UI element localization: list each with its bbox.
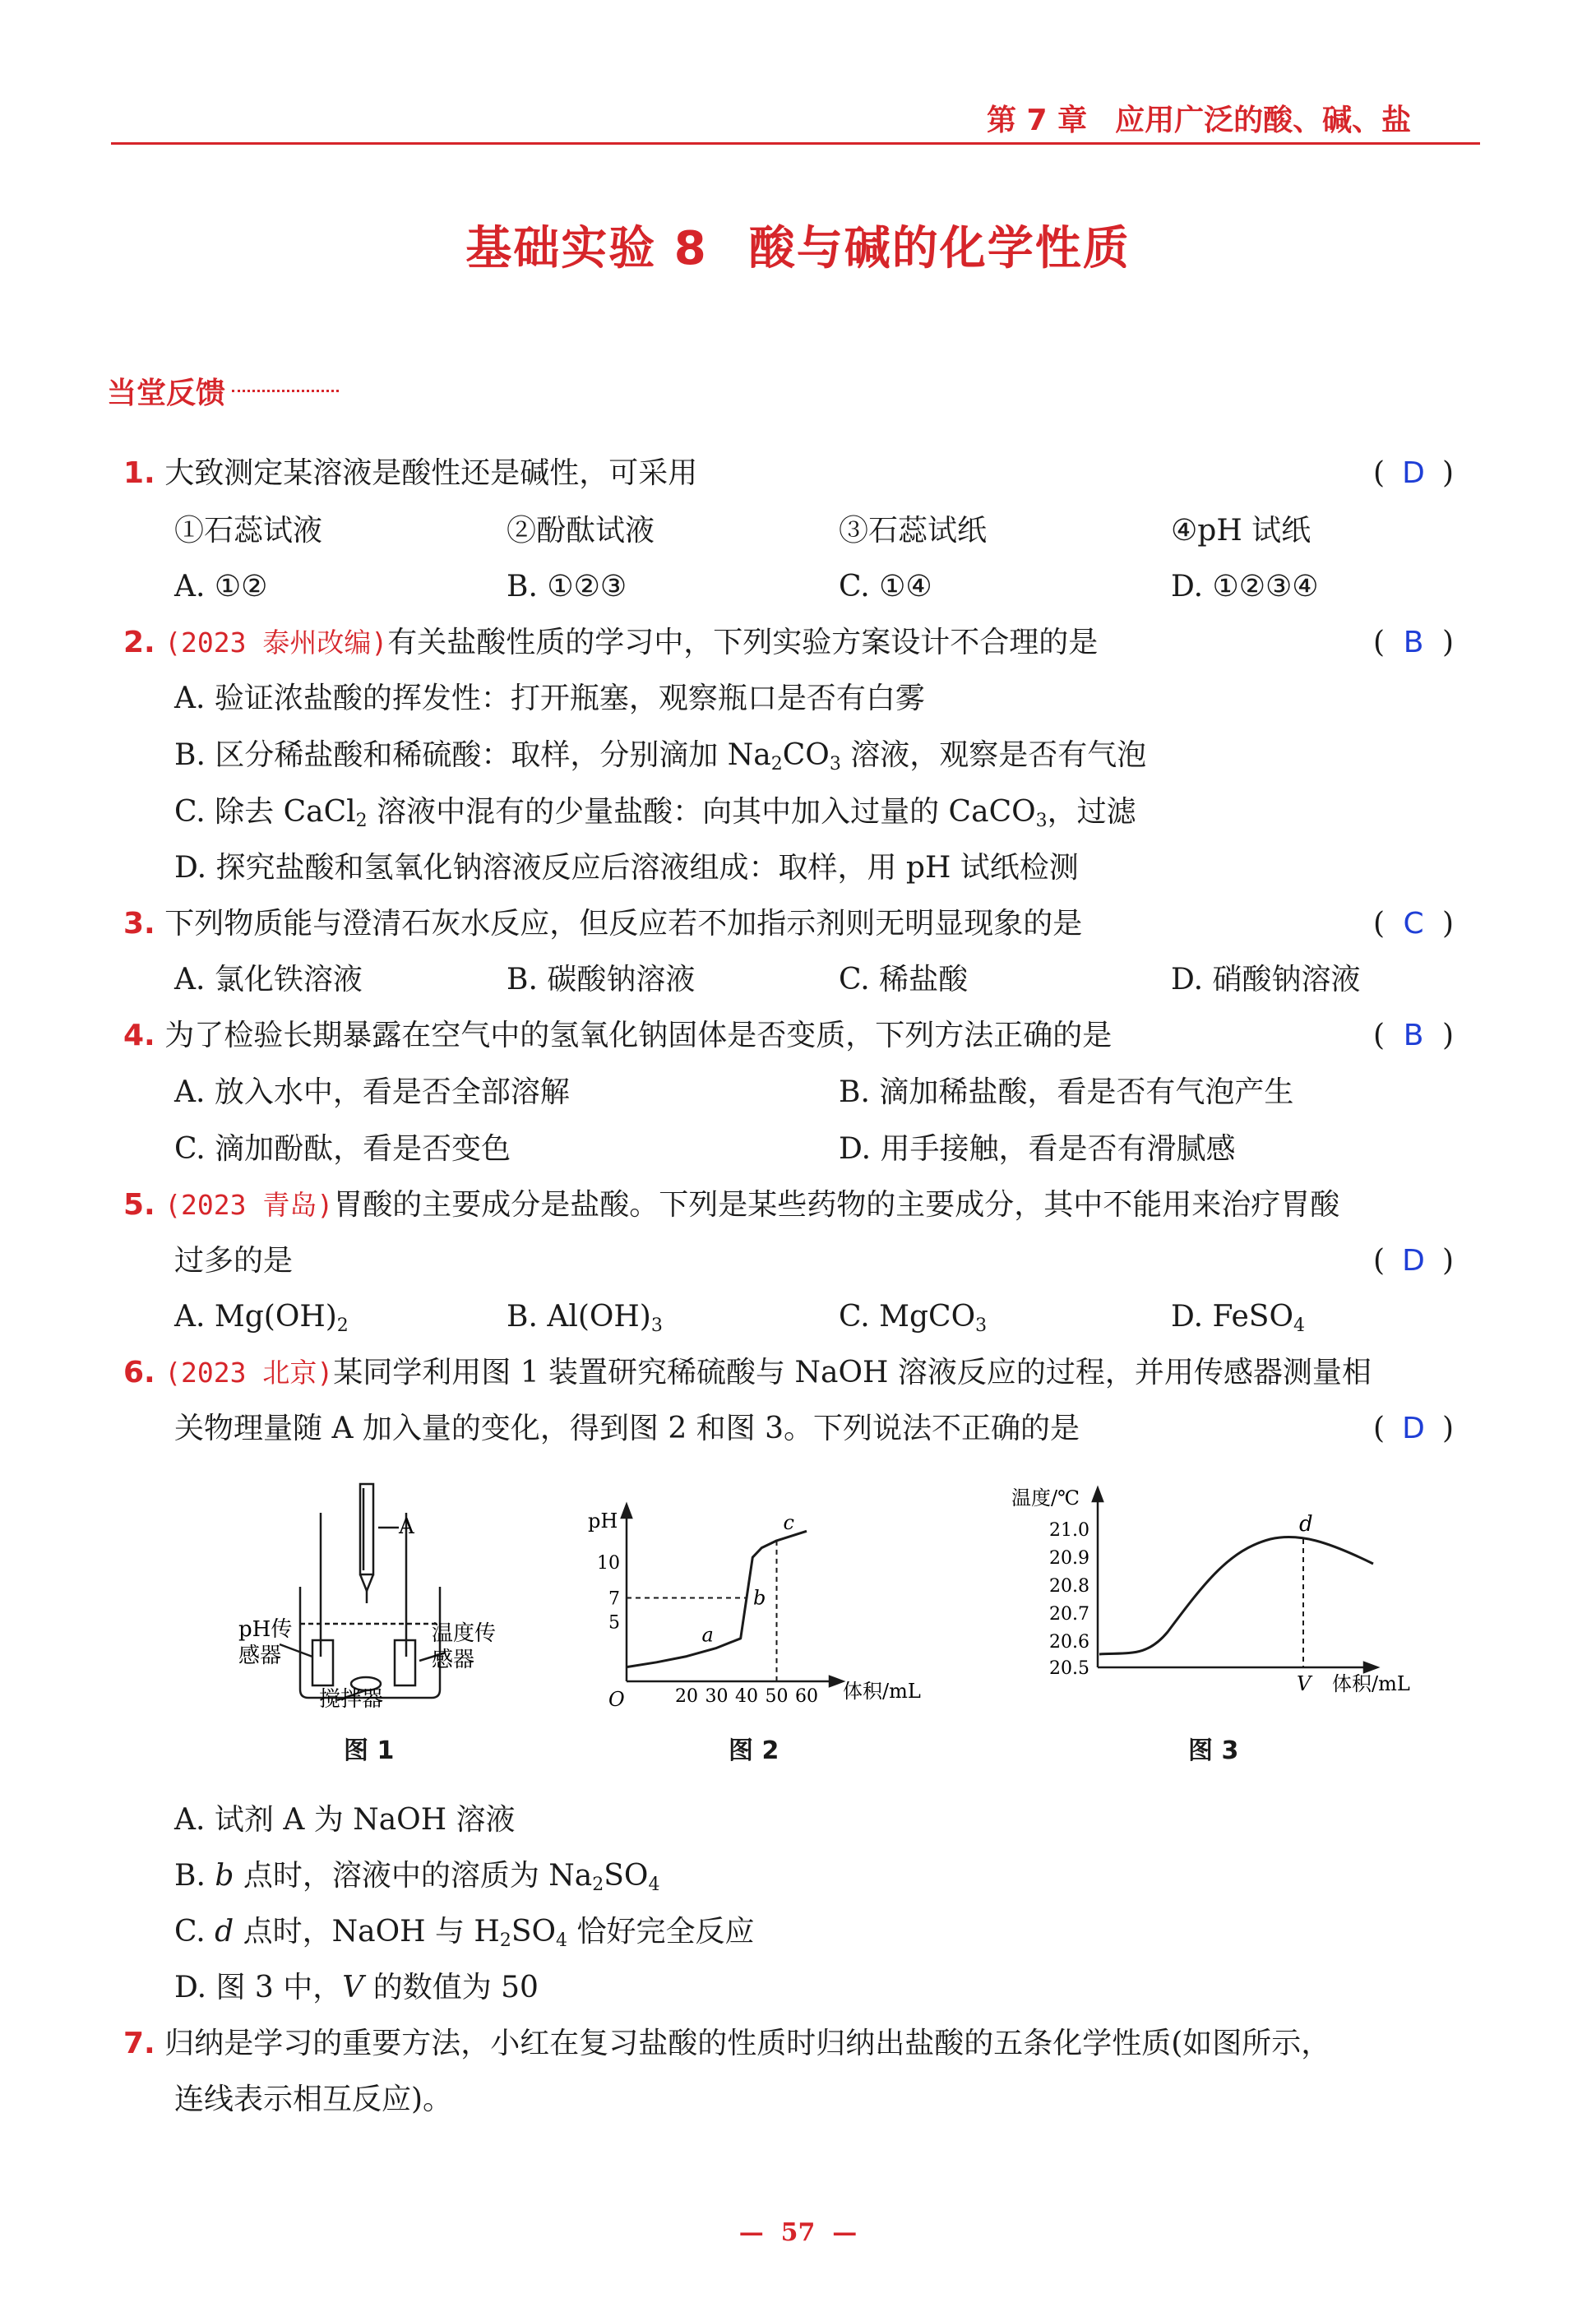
text: 点时，NaOH 与 H (234, 1915, 500, 1949)
question-number: 1. (123, 456, 155, 490)
question-7-line-2: 连线表示相互反应)。 (174, 2083, 453, 2116)
x-tick-40: 40 (735, 1686, 758, 1707)
q6-option-c (174, 1912, 754, 1961)
question-stem: 大致测定某溶液是酸性还是碱性，可采用 (164, 456, 698, 490)
q2-option-a: A. 验证浓盐酸的挥发性：打开瓶塞，观察瓶口是否有白雾 (174, 682, 925, 715)
page-number: — 57 — (738, 2218, 858, 2247)
q2-option-c (174, 793, 1136, 841)
x-axis-arrow (1364, 1662, 1377, 1672)
answer-6: ( D ) (1373, 1409, 1454, 1449)
experiment-label: 基础实验 8 (465, 222, 708, 275)
x-axis-label: 体积/mL (843, 1680, 921, 1703)
text: 点时，溶液中的溶质为 Na (234, 1859, 593, 1893)
chapter-header (987, 97, 1411, 139)
figure-1-apparatus (230, 1480, 526, 1718)
subscript: 3 (1035, 811, 1048, 831)
point-a-label: a (701, 1623, 714, 1647)
subscript: 3 (829, 754, 841, 774)
question-4 (123, 1016, 1112, 1056)
question-7 (123, 2024, 1330, 2064)
q5-option-b (507, 1297, 663, 1346)
q3-option-b: B. 碳酸钠溶液 (507, 963, 696, 996)
y-axis-label: pH (588, 1509, 618, 1533)
question-source: (2023 泰州改编) (164, 626, 388, 659)
subscript: 4 (1293, 1315, 1305, 1336)
y-axis-label: 温度/℃ (1011, 1486, 1080, 1509)
q1-item-2: ②酚酞试液 (507, 514, 655, 548)
subscript: 3 (650, 1315, 663, 1336)
section-heading (107, 370, 339, 412)
q2-option-b (174, 736, 1146, 784)
temp-sensor (395, 1640, 415, 1685)
q5-option-a (174, 1297, 349, 1346)
y-tick-21.0: 21.0 (1049, 1520, 1089, 1541)
text: 溶液，观察是否有气泡 (840, 738, 1147, 772)
y-tick-5: 5 (608, 1612, 620, 1634)
answer-letter: C (1403, 907, 1424, 941)
label-ph-sensor-2: 感器 (238, 1644, 282, 1668)
y-axis-arrow (622, 1505, 631, 1518)
answer-3: ( C ) (1373, 904, 1454, 944)
q1-item-1: ①石蕊试液 (174, 514, 323, 548)
text: B. Al(OH) (507, 1300, 651, 1334)
y-tick-20.7: 20.7 (1049, 1604, 1089, 1625)
chapter-number: 第 7 章 (987, 104, 1088, 137)
text: 的数值为 50 (363, 1971, 539, 2004)
text: ，过滤 (1047, 795, 1136, 829)
question-number: 5. (123, 1188, 155, 1222)
question-3 (123, 904, 1082, 944)
subscript: 2 (499, 1930, 511, 1951)
q5-option-d (1171, 1297, 1305, 1346)
x-tick-v: V (1297, 1672, 1311, 1695)
label-ph-sensor: pH传 (238, 1617, 293, 1642)
q6-option-b (174, 1856, 659, 1905)
q3-option-c: C. 稀盐酸 (839, 963, 969, 996)
question-stem: 归纳是学习的重要方法，小红在复习盐酸的性质时归纳出盐酸的五条化学性质(如图所示， (164, 2027, 1331, 2060)
q6-option-a: A. 试剂 A 为 NaOH 溶液 (174, 1803, 516, 1837)
text: D. 图 3 中， (174, 1971, 343, 2004)
answer-letter: D (1402, 1412, 1425, 1445)
text: C. (174, 1915, 215, 1949)
x-tick-60: 60 (795, 1686, 818, 1707)
question-stem: 有关盐酸性质的学习中，下列实验方案设计不合理的是 (387, 626, 1099, 659)
subscript: 4 (648, 1875, 660, 1895)
answer-2: ( B ) (1373, 623, 1454, 663)
question-number: 2. (123, 626, 155, 659)
label-stirrer: 搅拌器 (319, 1687, 384, 1712)
q4-option-c: C. 滴加酚酞，看是否变色 (174, 1132, 511, 1166)
figure-2-caption: 图 2 (729, 1736, 779, 1765)
q1-option-d: D. ①②③④ (1171, 570, 1319, 603)
q1-option-b: B. ①②③ (507, 570, 627, 603)
question-stem: 下列物质能与澄清石灰水反应，但反应若不加指示剂则无明显现象的是 (164, 907, 1083, 941)
q4-option-a: A. 放入水中，看是否全部溶解 (174, 1075, 570, 1109)
chapter-title: 应用广泛的酸、碱、盐 (1115, 104, 1412, 137)
y-tick-7: 7 (608, 1588, 620, 1610)
point-b-label: b (753, 1586, 766, 1610)
italic-var: b (215, 1859, 234, 1893)
question-5-line-2: 过多的是 (174, 1244, 294, 1278)
y-tick-20.5: 20.5 (1049, 1658, 1089, 1679)
question-source: (2023 北京) (164, 1357, 334, 1389)
subscript: 2 (355, 811, 368, 831)
text: B. (174, 1859, 215, 1893)
italic-var: V (342, 1971, 364, 2004)
figure-3-temp-chart (1007, 1480, 1435, 1718)
y-axis-arrow (1093, 1488, 1103, 1501)
answer-letter: D (1402, 1244, 1425, 1278)
text: CO (782, 738, 830, 772)
figure-2-ph-chart (576, 1496, 937, 1718)
q2-option-d: D. 探究盐酸和氢氧化钠溶液反应后溶液组成：取样，用 pH 试纸检测 (174, 851, 1079, 885)
question-stem: 为了检验长期暴露在空气中的氢氧化钠固体是否变质，下列方法正确的是 (164, 1019, 1113, 1052)
ph-sensor (312, 1640, 333, 1685)
q1-item-3: ③石蕊试纸 (839, 514, 988, 548)
y-tick-20.9: 20.9 (1049, 1548, 1089, 1569)
text: SO (511, 1915, 556, 1949)
question-number: 4. (123, 1019, 155, 1052)
x-tick-20: 20 (675, 1686, 698, 1707)
x-tick-30: 30 (705, 1686, 729, 1707)
answer-1: ( D ) (1373, 454, 1454, 493)
answer-5: ( D ) (1373, 1241, 1454, 1281)
y-tick-20.8: 20.8 (1049, 1576, 1089, 1597)
point-c-label: c (783, 1510, 794, 1534)
answer-letter: B (1403, 1019, 1424, 1052)
q1-option-c: C. ①④ (839, 570, 932, 603)
q1-item-4: ④pH 试纸 (1171, 514, 1311, 548)
question-1 (123, 454, 697, 493)
question-6-line-2: 关物理量随 A 加入量的变化，得到图 2 和图 3。下列说法不正确的是 (174, 1412, 1080, 1445)
origin-label: O (608, 1688, 625, 1711)
x-tick-50: 50 (765, 1686, 789, 1707)
temperature-curve (1099, 1537, 1373, 1654)
answer-letter: D (1402, 456, 1425, 490)
question-2 (123, 623, 1098, 663)
label-temp-sensor: 温度传 (432, 1621, 497, 1646)
text: SO (604, 1859, 649, 1893)
burette (360, 1484, 373, 1574)
label-a: A (399, 1514, 414, 1539)
subscript: 3 (975, 1315, 988, 1336)
x-axis-label: 体积/mL (1332, 1672, 1410, 1695)
question-number: 6. (123, 1356, 155, 1389)
question-5 (123, 1186, 1339, 1225)
figure-3-caption: 图 3 (1188, 1736, 1239, 1765)
header-rule (111, 142, 1480, 145)
q5-option-c (839, 1297, 987, 1346)
subscript: 2 (770, 754, 783, 774)
subscript: 2 (592, 1875, 604, 1895)
question-stem: 某同学利用图 1 装置研究稀硫酸与 NaOH 溶液反应的过程，并用传感器测量相 (333, 1356, 1372, 1389)
answer-4: ( B ) (1373, 1016, 1454, 1056)
q4-option-b: B. 滴加稀盐酸，看是否有气泡产生 (839, 1075, 1294, 1109)
y-tick-10: 10 (597, 1553, 620, 1574)
x-axis-arrow (830, 1676, 843, 1686)
point-d-label: d (1299, 1512, 1313, 1537)
subscript: 4 (556, 1930, 567, 1951)
text: B. 区分稀盐酸和稀硫酸：取样，分别滴加 Na (174, 738, 771, 772)
q3-option-d: D. 硝酸钠溶液 (1171, 963, 1361, 996)
question-6 (123, 1353, 1372, 1393)
answer-letter: B (1403, 626, 1424, 659)
question-number: 7. (123, 2027, 155, 2060)
page-number-value: 57 (780, 2218, 816, 2247)
text: 溶液中混有的少量盐酸：向其中加入过量的 CaCO (367, 795, 1036, 829)
q4-option-d: D. 用手接触，看是否有滑腻感 (839, 1132, 1236, 1166)
text: D. FeSO (1171, 1300, 1293, 1334)
q6-option-d (174, 1968, 539, 2008)
text: A. Mg(OH) (174, 1300, 337, 1334)
text: 恰好完全反应 (567, 1915, 755, 1949)
section-label: 当堂反馈 (107, 377, 226, 410)
ph-curve (627, 1531, 807, 1667)
question-source: (2023 青岛) (164, 1189, 334, 1221)
question-stem: 胃酸的主要成分是盐酸。下列是某些药物的主要成分，其中不能用来治疗胃酸 (333, 1188, 1340, 1222)
y-tick-20.6: 20.6 (1049, 1632, 1089, 1653)
experiment-title: 酸与碱的化学性质 (748, 222, 1131, 275)
q3-option-a: A. 氯化铁溶液 (174, 963, 363, 996)
figure-1-caption: 图 1 (344, 1736, 395, 1765)
subscript: 2 (336, 1315, 349, 1336)
q1-option-a: A. ①② (174, 570, 268, 603)
text: C. MgCO (839, 1300, 976, 1334)
text: C. 除去 CaCl (174, 795, 356, 829)
italic-var: d (215, 1915, 234, 1949)
question-number: 3. (123, 907, 155, 941)
page-title (0, 212, 1596, 278)
label-temp-sensor-2: 感器 (432, 1648, 475, 1672)
